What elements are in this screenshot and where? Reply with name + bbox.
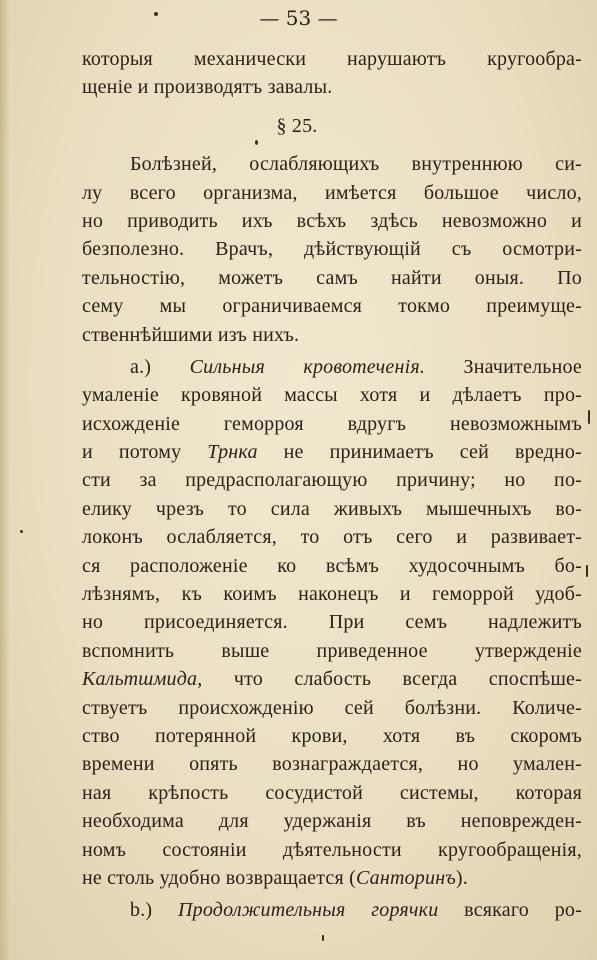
italic-text: Кальтшмида [82, 668, 198, 691]
text-line [82, 73, 582, 101]
text-line [82, 207, 582, 235]
text-line [82, 836, 582, 864]
text-run: всякаго ро- [438, 899, 582, 922]
text-line [82, 438, 582, 466]
text-run: ся расположеніе ко всѣмъ худосочнымъ бо- [82, 554, 582, 577]
text-run: ственнѣйшими изъ нихъ. [82, 323, 300, 346]
text-run: времени опять вознаграждается, но умален- [82, 753, 582, 776]
text-line [82, 580, 582, 608]
text-line [82, 381, 582, 409]
italic-text: Сильныя кровотеченія. [189, 355, 426, 378]
text-run: сему мы ограничиваемся токмо преимуще- [82, 295, 582, 318]
text-run: локонъ ослабляется, то отъ сего и развивает- [82, 526, 582, 549]
text-line [82, 523, 582, 551]
text-run: , что слабость всегда споспѣше- [197, 668, 582, 691]
text-line [82, 264, 582, 292]
text-run: но приводить ихъ всѣхъ здѣсь невозможно и [82, 209, 582, 232]
text-line [82, 637, 582, 665]
text-run: сти за предрасполагающую причину; но по- [82, 469, 582, 492]
text-run: елику чрезъ то сила живыхъ мышечныхъ во- [82, 497, 582, 520]
text-run: щеніе и производятъ завалы. [82, 76, 333, 99]
italic-text: Трнка [207, 441, 258, 464]
italic-text: Санторинъ [355, 866, 456, 889]
text-run: тельностію, можетъ самъ найти оныя. По [82, 266, 582, 289]
text-line [82, 807, 582, 835]
text-run: § 25. [276, 114, 318, 137]
text-run: лу всего организма, имѣется большое число, [82, 181, 582, 204]
text-run: ная крѣпость сосудистой системы, которая [82, 781, 582, 804]
page-number: — 53 — [259, 6, 338, 30]
text-run: умаленіе кровяной массы хотя и дѣлаетъ про- [82, 384, 582, 407]
text-run: Болѣзней, ослабляющихъ внутреннюю си- [130, 153, 582, 176]
text-run: и потому [82, 441, 208, 464]
text-line [82, 779, 582, 807]
text-line [82, 235, 582, 263]
text-line [82, 750, 582, 778]
text-run: не принимаетъ сей вредно- [257, 441, 582, 464]
text-line [82, 552, 582, 580]
text-line [82, 179, 582, 207]
body-text [82, 45, 582, 925]
text-run: но присоединяется. При семъ надлежитъ [82, 611, 582, 634]
ink-speck [255, 140, 258, 145]
text-run: b.) [130, 899, 179, 922]
text-run: Значительное [425, 355, 582, 378]
text-line [82, 321, 582, 349]
section-heading [82, 112, 582, 140]
ink-speck [588, 410, 590, 424]
text-line [82, 608, 582, 636]
text-line [82, 722, 582, 750]
ink-speck [322, 935, 324, 941]
text-run: необходима для удержанія въ неповрежден- [82, 810, 582, 833]
text-line [82, 495, 582, 523]
text-run: безполезно. Врачъ, дѣйствующій съ осмотри- [82, 238, 582, 261]
italic-text: Продолжительныя горячки [178, 899, 439, 922]
text-line [82, 694, 582, 722]
text-run: не столь удобно возвращается ( [82, 866, 356, 889]
text-run: номъ состояніи дѣятельности кругообращенія, [82, 838, 582, 861]
text-line [82, 45, 582, 73]
text-line [82, 466, 582, 494]
text-line [82, 896, 582, 924]
text-run: вспомнить выше приведенное утвержденіе [82, 639, 582, 662]
ink-speck [20, 530, 23, 533]
text-line [82, 292, 582, 320]
text-line [82, 864, 582, 892]
text-line [82, 410, 582, 438]
text-line [82, 353, 582, 381]
text-run: ствуетъ происхожденію сей болѣзни. Количе- [82, 696, 582, 719]
text-line [82, 150, 582, 178]
text-line [82, 665, 582, 693]
text-run: которыя механически нарушаютъ кругообра- [82, 48, 582, 70]
text-run: а.) [130, 355, 190, 378]
text-run: исхожденіе геморроя вдругъ невозможнымъ [82, 412, 582, 435]
ink-speck [586, 565, 588, 577]
text-run: лѣзнямъ, къ коимъ наконецъ и геморрой удоб- [82, 583, 582, 606]
text-run: ). [455, 866, 468, 889]
text-run: ство потерянной крови, хотя въ скоромъ [82, 724, 582, 747]
ink-speck [154, 12, 158, 16]
